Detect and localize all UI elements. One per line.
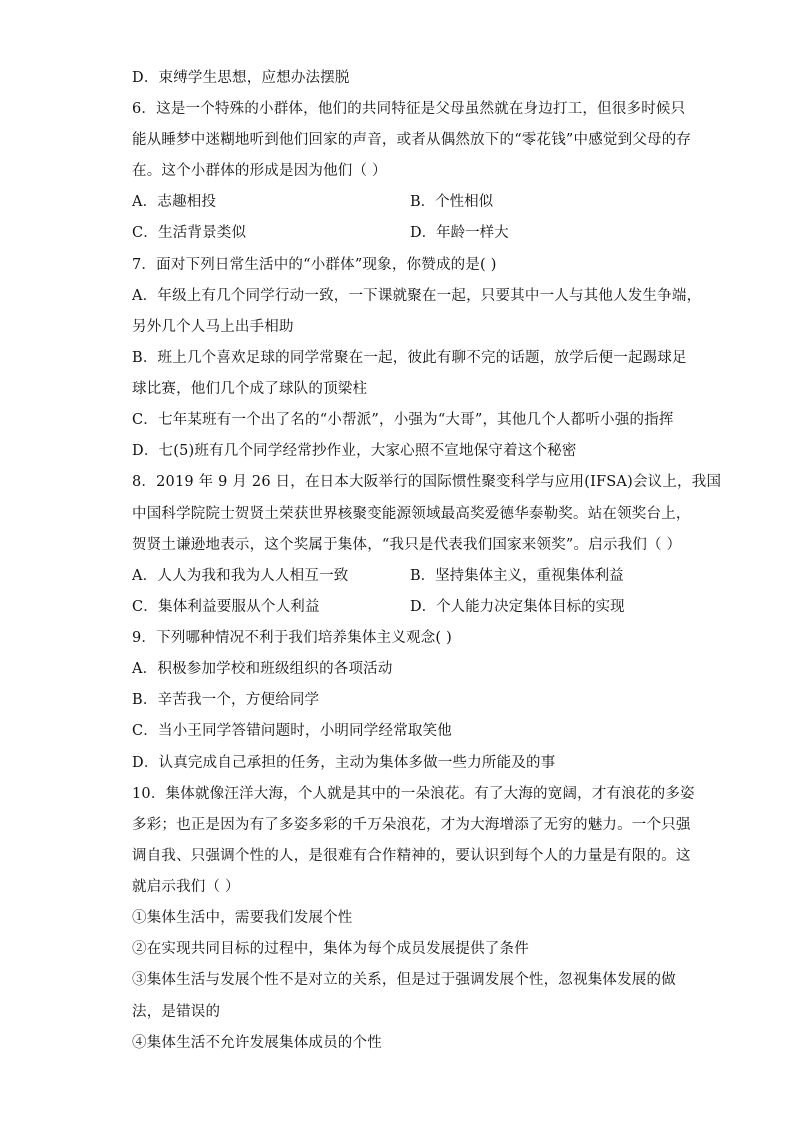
q8-stem-line-2: 中国科学院院士贺贤土荣获世界核聚变能源领域最高奖爱德华泰勒奖。站在领奖台上， [132, 506, 691, 522]
q8-option-d: D．个人能力决定集体目标的实现 [410, 599, 625, 615]
q6-option-d: D．年龄一样大 [410, 225, 509, 241]
q8-option-b: B．坚持集体主义，重视集体利益 [410, 568, 624, 584]
q7-option-a-line-1: A．年级上有几个同学行动一致，一下课就聚在一起，只要其中一人与其他人发生争端， [132, 288, 702, 304]
q9-option-d: D．认真完成自己承担的任务，主动为集体多做一些力所能及的事 [132, 755, 556, 771]
q9-option-b: B．辛苦我一个，方便给同学 [132, 692, 320, 708]
q7-option-a-line-2: 另外几个人马上出手相助 [132, 319, 294, 335]
q10-stem-line-4: 就启示我们（ ） [132, 879, 240, 895]
q10-stem-line-1: 10．集体就像汪洋大海，个人就是其中的一朵浪花。有了大海的宽阔，才有浪花的多姿 [132, 786, 695, 802]
q9-option-c: C．当小王同学答错问题时，小明同学经常取笑他 [132, 723, 452, 739]
q7-option-c: C．七年某班有一个出了名的“小帮派”，小强为“大哥”，其他几个人都听小强的指挥 [132, 412, 674, 428]
q6-stem-line-2: 能从睡梦中迷糊地听到他们回家的声音，或者从偶然放下的“零花钱”中感觉到父母的存 [132, 132, 692, 148]
q7-option-b-line-1: B．班上几个喜欢足球的同学常聚在一起，彼此有聊不完的话题，放学后便一起踢球足 [132, 350, 687, 366]
q7-option-d: D．七(5)班有几个同学经常抄作业，大家心照不宣地保守着这个秘密 [132, 443, 577, 459]
q6-option-b: B．个性相似 [410, 194, 494, 210]
q7-option-b-line-2: 球比赛，他们几个成了球队的顶梁柱 [132, 381, 368, 397]
q10-stem-line-3: 调自我、只强调个性的人，是很难有合作精神的，要认识到每个人的力量是有限的。这 [132, 848, 691, 864]
q6-stem-line-1: 6．这是一个特殊的小群体，他们的共同特征是父母虽然就在身边打工，但很多时候只 [132, 101, 686, 117]
q8-option-c: C．集体利益要服从个人利益 [132, 599, 320, 615]
q8-option-a: A．人人为我和我为人人相互一致 [132, 568, 349, 584]
q9-stem: 9．下列哪种情况不利于我们培养集体主义观念( ) [132, 630, 452, 646]
q10-stem-line-2: 多彩；也正是因为有了多姿多彩的千万朵浪花，才为大海增添了无穷的魅力。一个只强 [132, 817, 691, 833]
q6-option-c: C．生活背景类似 [132, 225, 247, 241]
q7-stem: 7．面对下列日常生活中的“小群体”现象，你赞成的是( ) [132, 257, 497, 273]
q10-statement-1: ①集体生活中，需要我们发展个性 [132, 910, 353, 926]
q8-stem-line-3: 贺贤土谦逊地表示，这个奖属于集体，“我只是代表我们国家来领奖”。启示我们（ ） [132, 537, 682, 553]
q10-statement-3-line-2: 法，是错误的 [132, 1004, 221, 1020]
q6-option-a: A．志趣相投 [132, 194, 217, 210]
q10-statement-4: ④集体生活不允许发展集体成员的个性 [132, 1035, 382, 1051]
q10-statement-3-line-1: ③集体生活与发展个性不是对立的关系，但是过于强调发展个性，忽视集体发展的做 [132, 972, 676, 988]
q6-stem-line-3: 在。这个小群体的形成是因为他们（ ） [132, 163, 387, 179]
q9-option-a: A．积极参加学校和班级组织的各项活动 [132, 661, 393, 677]
q10-statement-2: ②在实现共同目标的过程中，集体为每个成员发展提供了条件 [132, 941, 529, 957]
q5-option-d: D．束缚学生思想，应想办法摆脱 [132, 70, 350, 86]
q8-stem-line-1: 8．2019 年 9 月 26 日，在日本大阪举行的国际惯性聚变科学与应用(IFSA)会议上，我国 [132, 474, 722, 490]
